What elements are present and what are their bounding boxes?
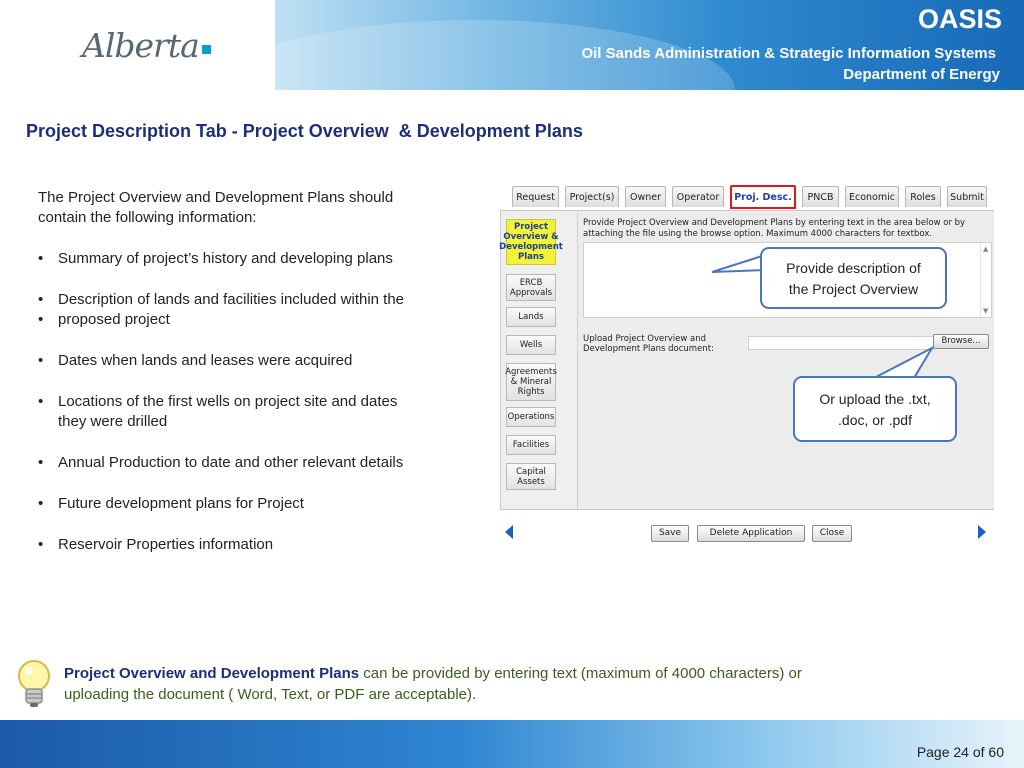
sidebar-item-lands[interactable]: Lands [506,307,556,327]
info-text [38,188,458,555]
bullet-item: • Annual Production to date and other relevant details [38,454,404,471]
page-title: Project Description Tab - Project Overview & Development Plans [26,121,583,141]
save-button[interactable]: Save [651,525,689,542]
tab-operator[interactable]: Operator [672,186,724,207]
bullet-item: • proposed project [38,311,170,328]
logo-square-icon [202,45,211,54]
bullet-item: • Reservoir Properties information [38,536,274,553]
close-button[interactable]: Close [812,525,852,542]
tab-proj-desc[interactable]: Proj. Desc. [730,185,796,209]
app-title: OASIS [917,4,1002,34]
tab-request[interactable]: Request [512,186,559,207]
upload-file-field[interactable] [748,336,934,350]
header-logo-area [0,0,275,90]
scroll-up-icon[interactable]: ▲ [983,245,989,253]
previous-arrow-icon[interactable] [505,525,513,539]
sidebar-item-capital-assets[interactable]: Capital Assets [506,463,556,490]
sidebar-item-wells[interactable]: Wells [506,335,556,355]
sidebar-item-facilities[interactable]: Facilities [506,435,556,455]
alberta-logo: Alberta [82,26,199,65]
textarea-scrollbar[interactable] [980,243,991,317]
bullet-item: • Dates when lands and leases were acquired [38,352,353,369]
callout-describe: Provide description of the Project Overview [760,247,947,309]
sidebar-item-agreements[interactable]: Agreements & Mineral Rights [506,363,556,401]
tab-roles[interactable]: Roles [905,186,941,207]
tab-submit[interactable]: Submit [947,186,987,207]
tab-economic[interactable]: Economic [845,186,899,207]
bullet-item: • Description of lands and facilities included within the [38,291,405,308]
callout-upload: Or upload the .txt, .doc, or .pdf [793,376,957,442]
department-name: Department of Energy [843,66,1000,83]
upload-label: Upload Project Overview and Development Plans document: [583,334,714,354]
tab-projects[interactable]: Project(s) [565,186,619,207]
bullet-item: • Locations of the first wells on project site and dates [38,393,398,410]
delete-application-button[interactable]: Delete Application [697,525,805,542]
tab-owner[interactable]: Owner [625,186,666,207]
header-banner [275,0,1024,90]
intro-line: contain the following information: [38,209,257,226]
tip-text: Project Overview and Development Plans can be provided by entering text (maximum of 4000 characters) or uploading the document ( Word, Text, or PDF are acceptable). [64,665,802,703]
tab-pncb[interactable]: PNCB [802,186,839,207]
lightbulb-icon [12,656,56,712]
instructions: Provide Project Overview and Development Plans by entering text in the area below or by attaching the file using the browse option. Maximum 4000 characters for textbox. [583,218,966,239]
intro-line: The Project Overview and Development Plans should [38,189,394,206]
scroll-down-icon[interactable]: ▼ [983,307,989,315]
page-number: Page 24 of 60 [916,744,1004,760]
bullet-item: • Summary of project’s history and developing plans [38,250,393,267]
footer-band [0,720,1024,768]
sidebar-item-ercb-approvals[interactable]: ERCB Approvals [506,274,556,301]
sidebar-item-project-overview[interactable]: Project Overview & Development Plans [506,219,556,265]
app-screenshot [498,184,996,554]
browse-button[interactable]: Browse... [933,334,989,349]
bullet-item: they were drilled [58,413,168,430]
app-subtitle: Oil Sands Administration & Strategic Information Systems [581,45,996,62]
next-arrow-icon[interactable] [978,525,986,539]
bullet-item: • Future development plans for Project [38,495,304,512]
sidebar-item-operations[interactable]: Operations [506,407,556,427]
